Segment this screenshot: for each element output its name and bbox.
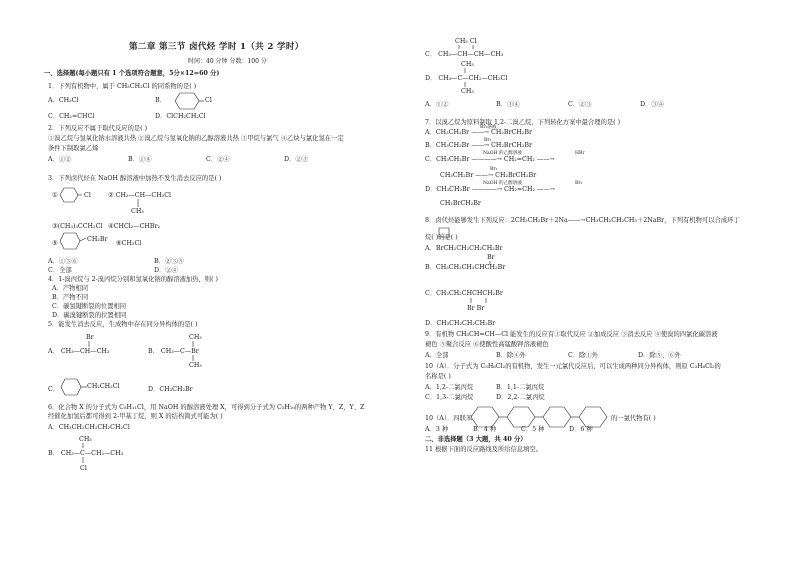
- q3-item5-ch2br: CH₂Br: [87, 236, 108, 243]
- q8-option-a: A．BrCH₂CH₂CH₂CH₂Br: [425, 245, 503, 252]
- q11-stem: 11 根据下面的反应路线及所给信息填空。: [425, 446, 543, 453]
- q3-item-3: ③(CH₃)₃CCH₂Cl: [52, 223, 103, 230]
- q9-option-a: A．全部: [425, 352, 449, 359]
- section-1-heading: 一、选择题(每小题只有 1 个选项符合题意，5分×12=60 分): [44, 70, 220, 77]
- q8-c-br-br: Br Br: [467, 305, 485, 312]
- q4-option-d: D．碳溴键断裂的位置相同: [52, 312, 127, 319]
- q7-d-condition2: Br₂: [575, 181, 583, 186]
- q9-line1: 9．有机物 CH₃CH=CH—Cl 能发生的反应有①取代反应 ②加成反应 ③消去反应 ④使溴的四氯化碳溶液: [425, 331, 718, 338]
- q6-b-ch3-top: CH₃: [79, 436, 92, 443]
- q10a-option-c: C．1,3-二氯丙烷: [425, 394, 474, 401]
- q8-line2: 烷( )的是( ): [425, 234, 458, 241]
- q3-item-2: ② CH₃—CH—CH₂Cl: [108, 192, 172, 199]
- q6-answer-c: C．②③: [568, 101, 592, 108]
- q3-option-d: D．②④: [154, 267, 178, 274]
- q1-option-b: B．: [155, 97, 166, 104]
- q8-c-bonds: [469, 297, 493, 305]
- q7-d-condition1: NaOH 的乙醇溶液: [483, 181, 522, 186]
- q9-option-b: B．除④外: [496, 352, 526, 359]
- q7-c-condition2: HBr: [575, 151, 585, 156]
- q10a-option-d: D．2,2-二氯丙烷: [496, 394, 545, 401]
- q3-item-4: ④CHCl₂—CHBr₂: [108, 223, 161, 230]
- q7-c2-condition: Br₂: [490, 167, 498, 172]
- q2-line2: 条件下制取氯乙烯: [48, 145, 99, 152]
- q6-line2: 经催化加氢后都可得到 2-甲基丁烷，则 X 的结构简式可能为( ): [48, 413, 223, 420]
- q6-answer-d: D．③④: [640, 101, 664, 108]
- q10a-line1: 10（A）．分子式为 C₃H₆Cl₂的有机物，发生一元氯代反应后，可以生成两种同分异构体，则原 C₃H₆Cl₂的: [425, 363, 721, 370]
- q2-option-b: B．①④: [128, 156, 152, 163]
- q5-c-ch2ch2cl: CH₂CH₂Cl: [87, 383, 120, 390]
- q4-option-c: C．碳氢键断裂的位置相同: [52, 303, 127, 310]
- q7-stem: 7．以溴乙烷为原料制取 1,2-二溴乙烷，下列转化方案中最合理的是( ): [425, 119, 621, 126]
- q6-c-top: CH₃ Cl: [455, 38, 477, 45]
- q7-c-condition1: NaOH 的乙醇溶液: [483, 151, 522, 156]
- q6-answer-b: B．③④: [496, 101, 520, 108]
- q1-option-b-cl: Cl: [205, 97, 212, 104]
- q5-option-a: A． CH₃—CH—CH₃: [48, 348, 110, 355]
- q7-option-c-cont: CH₃CH₂Br ——→ CH₂BrCH₂Br: [440, 172, 537, 179]
- q6-d-ch3-top: CH₃: [461, 61, 474, 68]
- q2-stem: 2．下列反应不属于取代反应的是( ): [48, 125, 148, 132]
- q5-b-ch3-bottom: CH₃: [189, 362, 202, 369]
- q6-b-cl: Cl: [80, 465, 87, 472]
- q8-line1: 8．卤代烃能够发生下列反应：2CH₃CH₂Br＋2Na——→CH₃CH₂CH₂CH₃＋2NaBr，下列有机物可以合成环丁: [425, 217, 740, 224]
- q10a-option-b: B．1,1-二氯丙烷: [496, 384, 545, 391]
- q7-option-b: B．CH₃CH₂Br ——→ CH₂BrCH₂Br: [425, 142, 533, 149]
- page-title: 第二章 第三节 卤代烃 学时 1（共 2 学时）: [129, 42, 304, 52]
- q3-item-5: ⑤: [52, 240, 58, 247]
- q3-item2-ch3: CH₃: [131, 208, 144, 215]
- q3-option-a: A．①③⑥: [48, 258, 78, 265]
- q7-option-c: C．CH₃CH₂Br ————→ CH₂=CH₂ ——→: [425, 156, 555, 163]
- q9-option-c: C．除①外: [568, 352, 599, 359]
- q2-option-c: C．②④: [206, 156, 230, 163]
- q4-option-a: A．产物相同: [52, 285, 89, 292]
- q2-line1: ①溴乙烷与氢氧化钠水溶液共热 ②溴乙烷与氢氧化钠的乙醇溶液共热 ③甲烷与氯气 ④乙炔与氯化氢在一定: [48, 135, 344, 142]
- q5-stem: 5．能发生消去反应，生成物中存在同分异构体的是( ): [48, 321, 198, 328]
- q5-b-ch3-top: CH₃: [189, 334, 202, 341]
- q10b-option-c: C．5 种: [521, 426, 545, 433]
- q10b-option-d: D．6 种: [569, 426, 593, 433]
- q6-option-c: C． CH₃—CH—CH—CH₃: [425, 51, 504, 58]
- q6-option-b: B． CH₃—C—CH₂—CH₃: [48, 450, 124, 457]
- q2-option-a: A．①②: [48, 156, 72, 163]
- q6-line1: 6．化合物 X 的分子式为 C₅H₁₁Cl，用 NaOH 的醇溶液处理 X，可得到分子式为 C₅H₁₀的两种产物 Y、Z，Y、Z: [48, 404, 365, 411]
- q10a-option-a: A．1,2-二氯丙烷: [425, 384, 474, 391]
- q7-b-condition: Br₂: [484, 138, 492, 143]
- q3-item1-ring: [59, 187, 87, 203]
- q3-option-b: B．②③⑤: [154, 258, 184, 265]
- q5-a-br: Br: [86, 334, 94, 341]
- q6-d-ch3-bottom: CH₃: [461, 88, 474, 95]
- q3-item1-cl: Cl: [84, 192, 91, 199]
- q8-option-d: D．CH₃CH₂CH₂CH₂Br: [425, 320, 496, 327]
- q4-stem: 4．1-溴丙烷与 2-溴丙烷分别和氢氧化钠的醇溶液加热，则( ): [48, 276, 219, 283]
- q6-option-a: A．CH₃CH₂CH₂CH₂CH₂Cl: [48, 424, 130, 431]
- q1-stem: 1．下列有机物中，属于 CH₃CH₂Cl 的同系物的是( ): [48, 83, 197, 90]
- q9-option-d: D．除⑤、⑥外: [638, 352, 681, 359]
- q8-option-b: B．CH₃CH₂CH₂CHCH₂Br: [425, 264, 506, 271]
- q3-item-1: ①: [52, 192, 58, 199]
- time-score-line: 时间：40 分钟 分数：100 分: [188, 58, 267, 65]
- q10b-option-a: A．3 种: [425, 426, 449, 433]
- q6-option-d: D． CH₃—C—CH₂—CH₂Cl: [425, 75, 508, 82]
- q10a-line2: 名称是( ): [425, 373, 451, 380]
- q6-answer-a: A．①②: [425, 101, 449, 108]
- q10b-option-b: B．4 种: [473, 426, 497, 433]
- q3-option-c: C．全部: [48, 267, 72, 274]
- section-2-heading: 二、非选择题（3 大题，共 40 分）: [425, 436, 527, 443]
- q1-option-c: C．CH₂=CHCl: [48, 113, 95, 120]
- q8-option-c: C．CH₃CH₂CHCHCH₂Br: [425, 290, 503, 297]
- q10b-stem-post: 的一氯代物有( ): [611, 415, 656, 422]
- q5-option-c: C．: [48, 386, 60, 393]
- q7-option-d: D．CH₃CH₂Br ————→ CH₂=CH₂ ——→: [425, 186, 555, 193]
- q1-option-a: A．CH₃Cl: [48, 97, 79, 104]
- q3-item-6: ⑥CH₃Cl: [116, 240, 142, 247]
- q2-option-d: D．②③: [284, 156, 308, 163]
- q4-option-b: B．产物不同: [52, 294, 89, 301]
- q5-option-b: B． CH₃—C—Br: [148, 348, 199, 355]
- q3-stem: 3．下列卤代烃在 NaOH 醇溶液中加热不发生消去反应的是( ): [48, 175, 222, 182]
- q7-a-condition: Br₂溶液: [480, 125, 497, 130]
- q1-option-d: D．ClCH₂CH₂Cl: [155, 113, 206, 120]
- q5-option-d: D．CH₃CH₂Br: [148, 386, 193, 393]
- q7-option-a: A．CH₃CH₂Br ——→ CH₂BrCH₂Br: [425, 129, 532, 136]
- q8-b-br: Br: [487, 254, 495, 261]
- q10b-stem-pre: 10（A）．四联苯: [425, 415, 473, 422]
- q9-line2: 褪色 ⑤聚合反应 ⑥使酸性高锰酸钾溶液褪色: [425, 341, 549, 348]
- q7-option-d-cont: CH₂BrCH₂Br: [440, 200, 481, 207]
